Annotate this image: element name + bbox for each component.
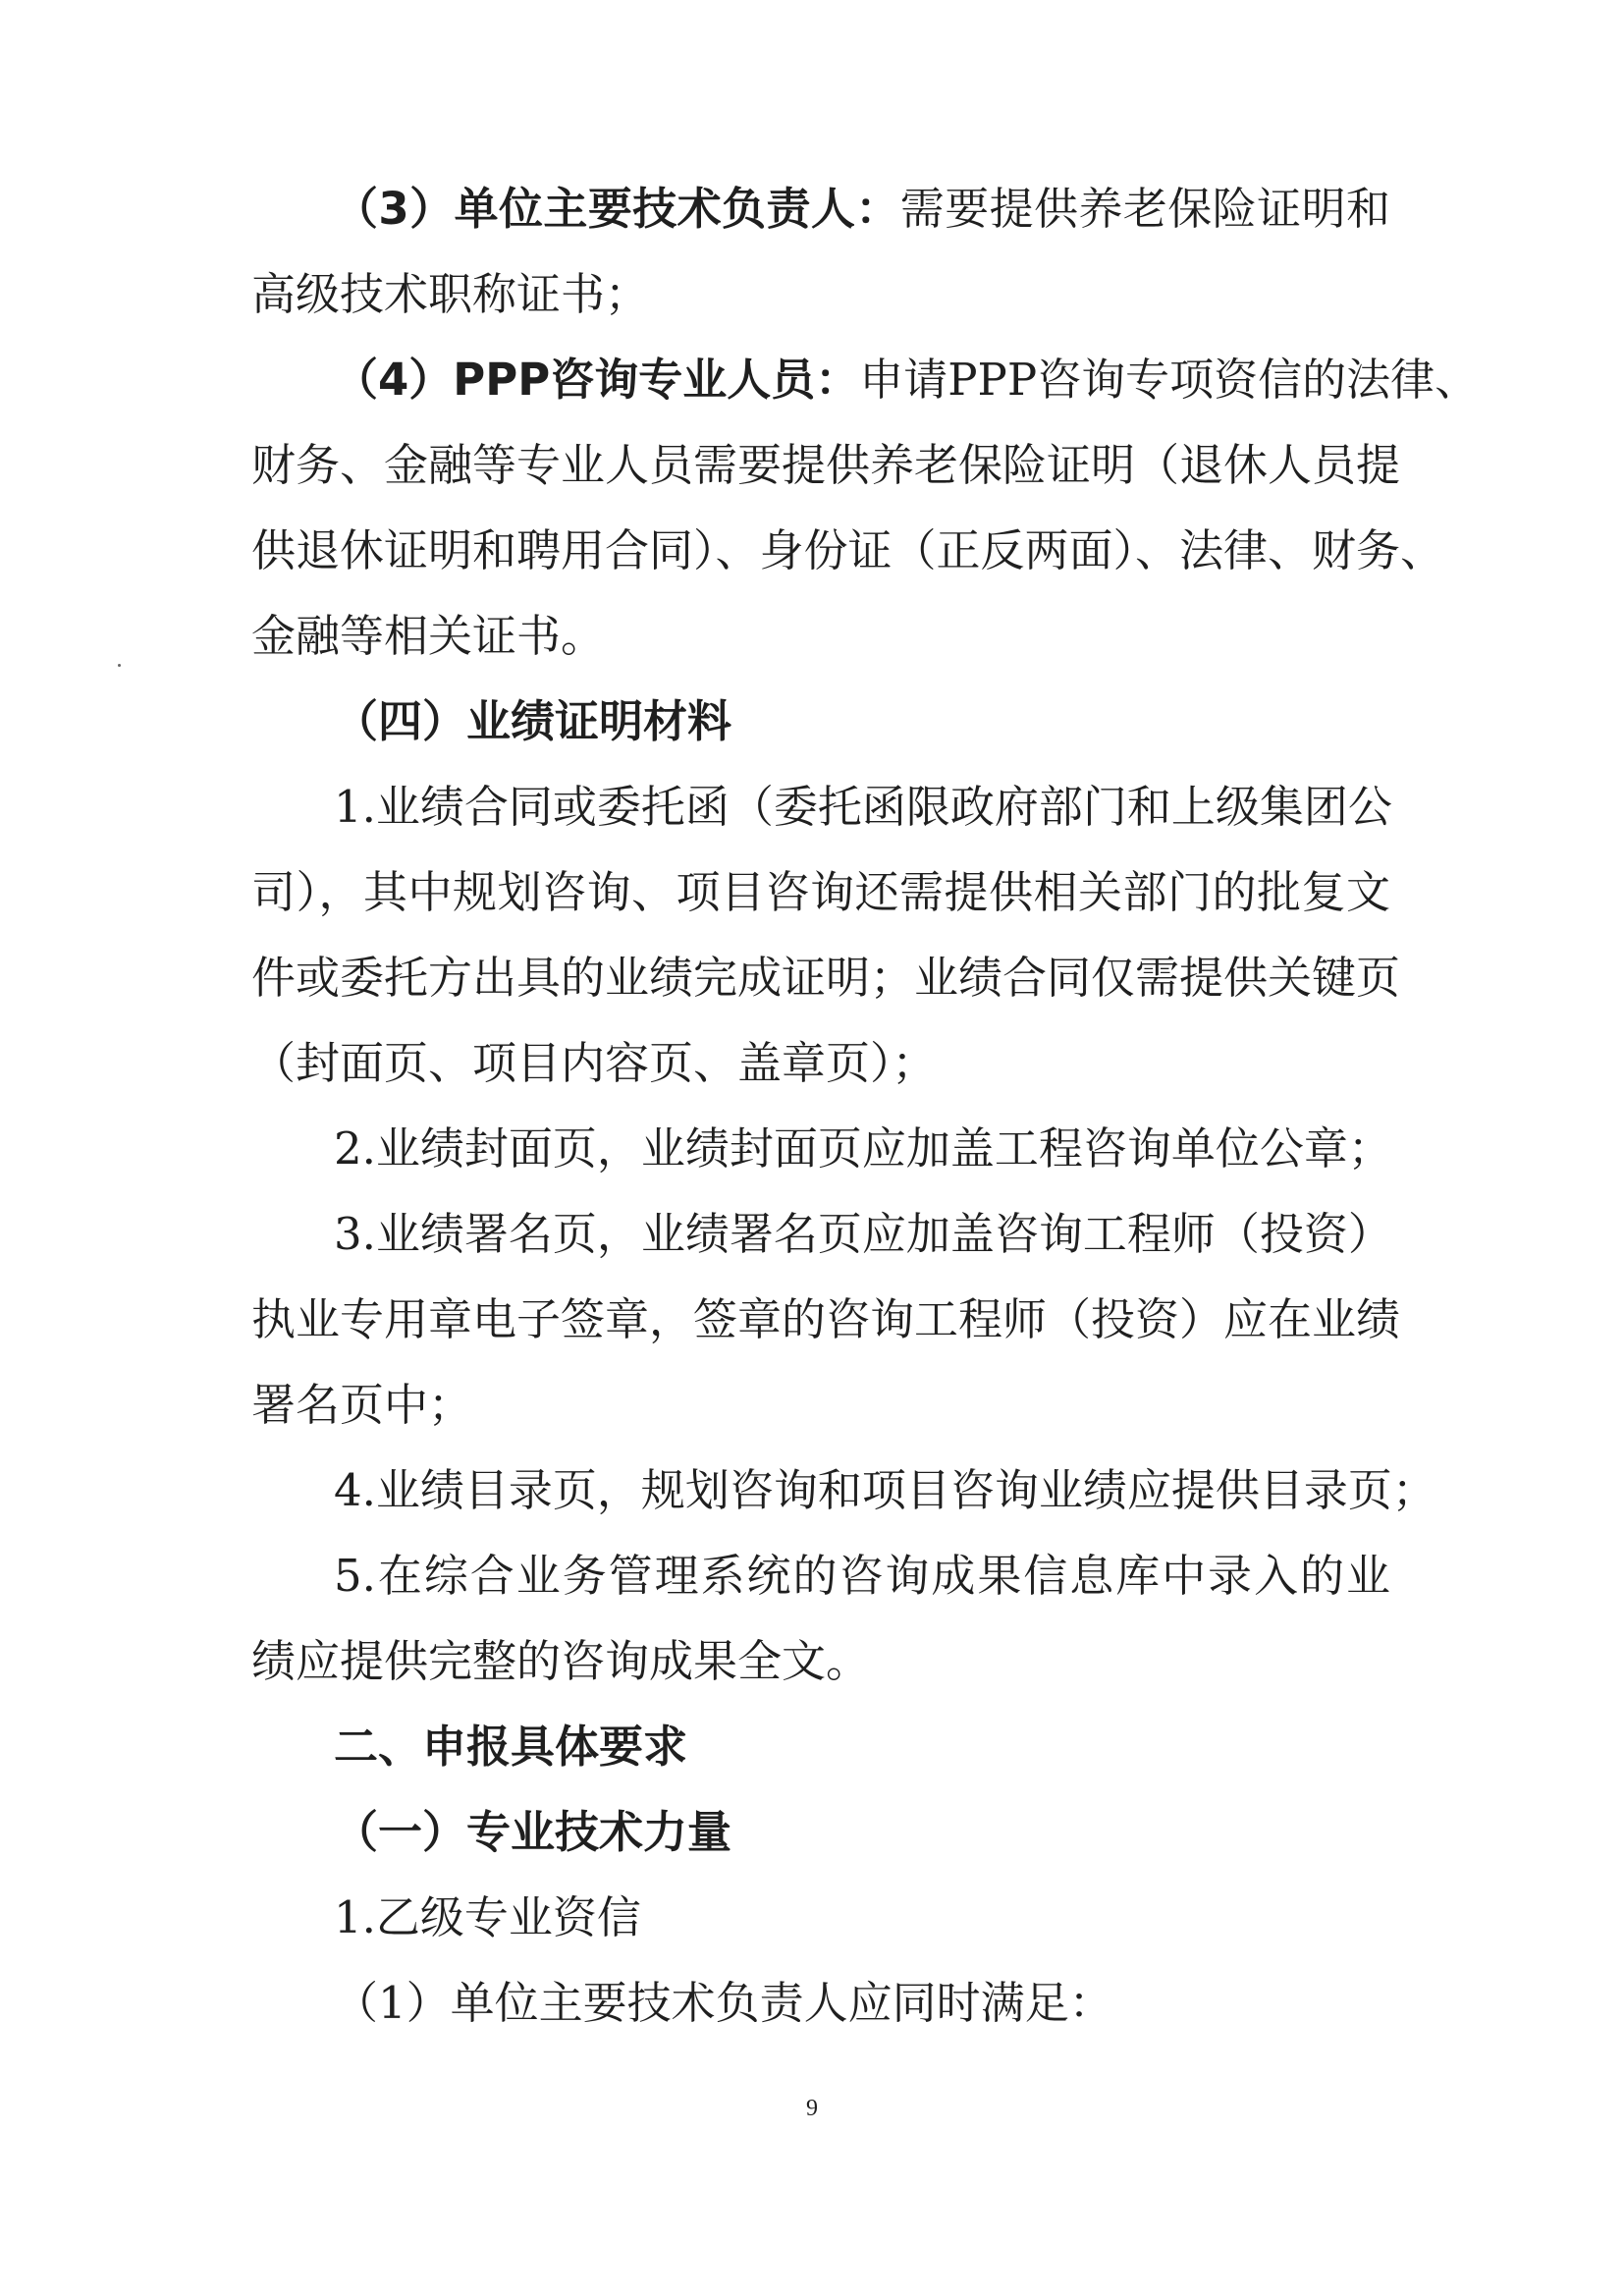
item-5-line-2: 绩应提供完整的咨询成果全文。: [251, 1635, 871, 1687]
section-4-heading: （四）业绩证明材料: [334, 695, 732, 747]
paragraph-4-line-1: [334, 346, 1480, 414]
scan-speck: [118, 664, 121, 667]
part-2-item-1-sub-1: （1）单位主要技术负责人应同时满足：: [334, 1977, 1113, 2029]
paragraph-3-label: （3）单位主要技术负责人：: [334, 183, 900, 235]
paragraph-3-line-2: 高级技术职称证书；: [251, 268, 650, 320]
page-number: 9: [806, 2096, 818, 2121]
item-4: 4.业绩目录页，规划咨询和项目咨询业绩应提供目录页；: [334, 1464, 1436, 1516]
paragraph-4-text: 申请PPP咨询专项资信的法律、: [859, 354, 1480, 406]
paragraph-4-line-2: 财务、金融等专业人员需要提供养老保险证明（退休人员提: [251, 439, 1401, 491]
paragraph-4-line-3: 供退休证明和聘用合同）、身份证（正反两面）、法律、财务、: [251, 524, 1445, 576]
item-1-line-4: （封面页、项目内容页、盖章页）；: [251, 1037, 937, 1089]
paragraph-4-line-4: 金融等相关证书。: [251, 610, 606, 662]
item-3-line-2: 执业专用章电子签章，签章的咨询工程师（投资）应在业绩: [251, 1293, 1401, 1345]
part-2-subheading: （一）专业技术力量: [334, 1806, 732, 1858]
item-1-line-2: 司），其中规划咨询、项目咨询还需提供相关部门的批复文: [251, 866, 1390, 918]
part-2-heading: 二、申报具体要求: [334, 1721, 688, 1773]
paragraph-4-label: （4）PPP咨询专业人员：: [334, 354, 860, 406]
item-1-line-1: 1.业绩合同或委托函（委托函限政府部门和上级集团公: [334, 781, 1392, 833]
item-2: 2.业绩封面页，业绩封面页应加盖工程咨询单位公章；: [334, 1122, 1392, 1175]
item-3-line-1: 3.业绩署名页，业绩署名页应加盖咨询工程师（投资）: [334, 1208, 1392, 1260]
part-2-item-1: 1.乙级专业资信: [334, 1891, 641, 1943]
paragraph-3-line-1: [334, 175, 1390, 244]
paragraph-3-text: 需要提供养老保险证明和: [899, 183, 1390, 235]
item-5-line-1: 5.在综合业务管理系统的咨询成果信息库中录入的业: [334, 1550, 1390, 1602]
item-1-line-3: 件或委托方出具的业绩完成证明；业绩合同仅需提供关键页: [251, 952, 1401, 1004]
item-3-line-3: 署名页中；: [251, 1379, 473, 1431]
